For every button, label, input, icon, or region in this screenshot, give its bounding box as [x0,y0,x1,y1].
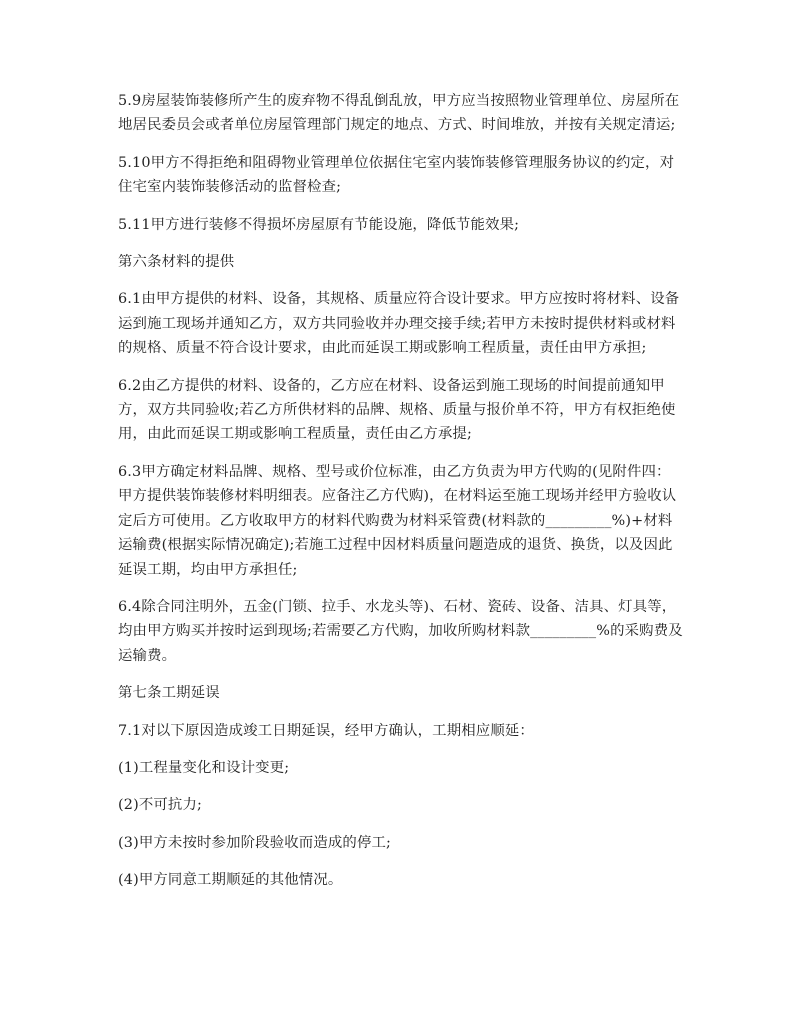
clause-7-1-item-1: (1)工程量变化和设计变更; [118,759,290,776]
article-7-heading: 第七条工期延误 [118,685,220,702]
article-6-heading: 第六条材料的提供 [118,254,235,271]
clause-5-10: 5.10甲方不得拒绝和阻碍物业管理单位依据住宅室内装饰装修管理服务协议的约定，对住宅室内装饰装修活动的监督检查; [118,154,675,196]
clause-7-1-item-3: (3)甲方未按时参加阶段验收而造成的停工; [118,834,392,851]
clause-6-1: 6.1由甲方提供的材料、设备，其规格、质量应符合设计要求。甲方应按时将材料、设备运到施工现场并通知乙方，双方共同验收并办理交接手续;若甲方未按时提供材料或材料的规格、质量不符合设计要求，由此而延误工期或影响工程质量，责任由甲方承担; [118,291,680,357]
clause-7-1-item-2: (2)不可抗力; [118,797,202,814]
clause-7-1: 7.1对以下原因造成竣工日期延误，经甲方确认，工期相应顺延： [118,722,534,739]
document-page [118,89,683,906]
clause-6-2: 6.2由乙方提供的材料、设备的，乙方应在材料、设备运到施工现场的时间提前通知甲方，双方共同验收;若乙方所供材料的品牌、规格、质量与报价单不符，甲方有权拒绝使用，由此而延误工期或影响工程质量，责任由乙方承提; [118,377,676,443]
clause-6-3: 6.3甲方确定材料品牌、规格、型号或价位标准，由乙方负责为甲方代购的(见附件四：甲方提供装饰装修材料明细表。应备注乙方代购)，在材料运至施工现场并经甲方验收认定后方可使用。乙方收取甲方的材料代购费为材料采管费(材料款的_________%)+材料运输费(根据实际情况确定);若施工过程中因材料质量问题造成的退货、换货，以及因此延误工期，均由甲方承担任; [118,463,677,578]
clause-7-1-item-4: (4)甲方同意工期顺延的其他情况。 [118,872,343,889]
clause-6-4: 6.4除合同注明外，五金(门锁、拉手、水龙头等)、石材、瓷砖、设备、洁具、灯具等，均由甲方购买并按时运到现场;若需要乙方代购，加收所购材料款_________%的采购费及运输费。 [118,598,683,664]
clause-5-9: 5.9房屋装饰装修所产生的废弃物不得乱倒乱放，甲方应当按照物业管理单位、房屋所在地居民委员会或者单位房屋管理部门规定的地点、方式、时间堆放，并按有关规定清运; [118,93,680,134]
clause-5-11: 5.11甲方进行装修不得损坏房屋原有节能设施，降低节能效果; [118,216,520,233]
